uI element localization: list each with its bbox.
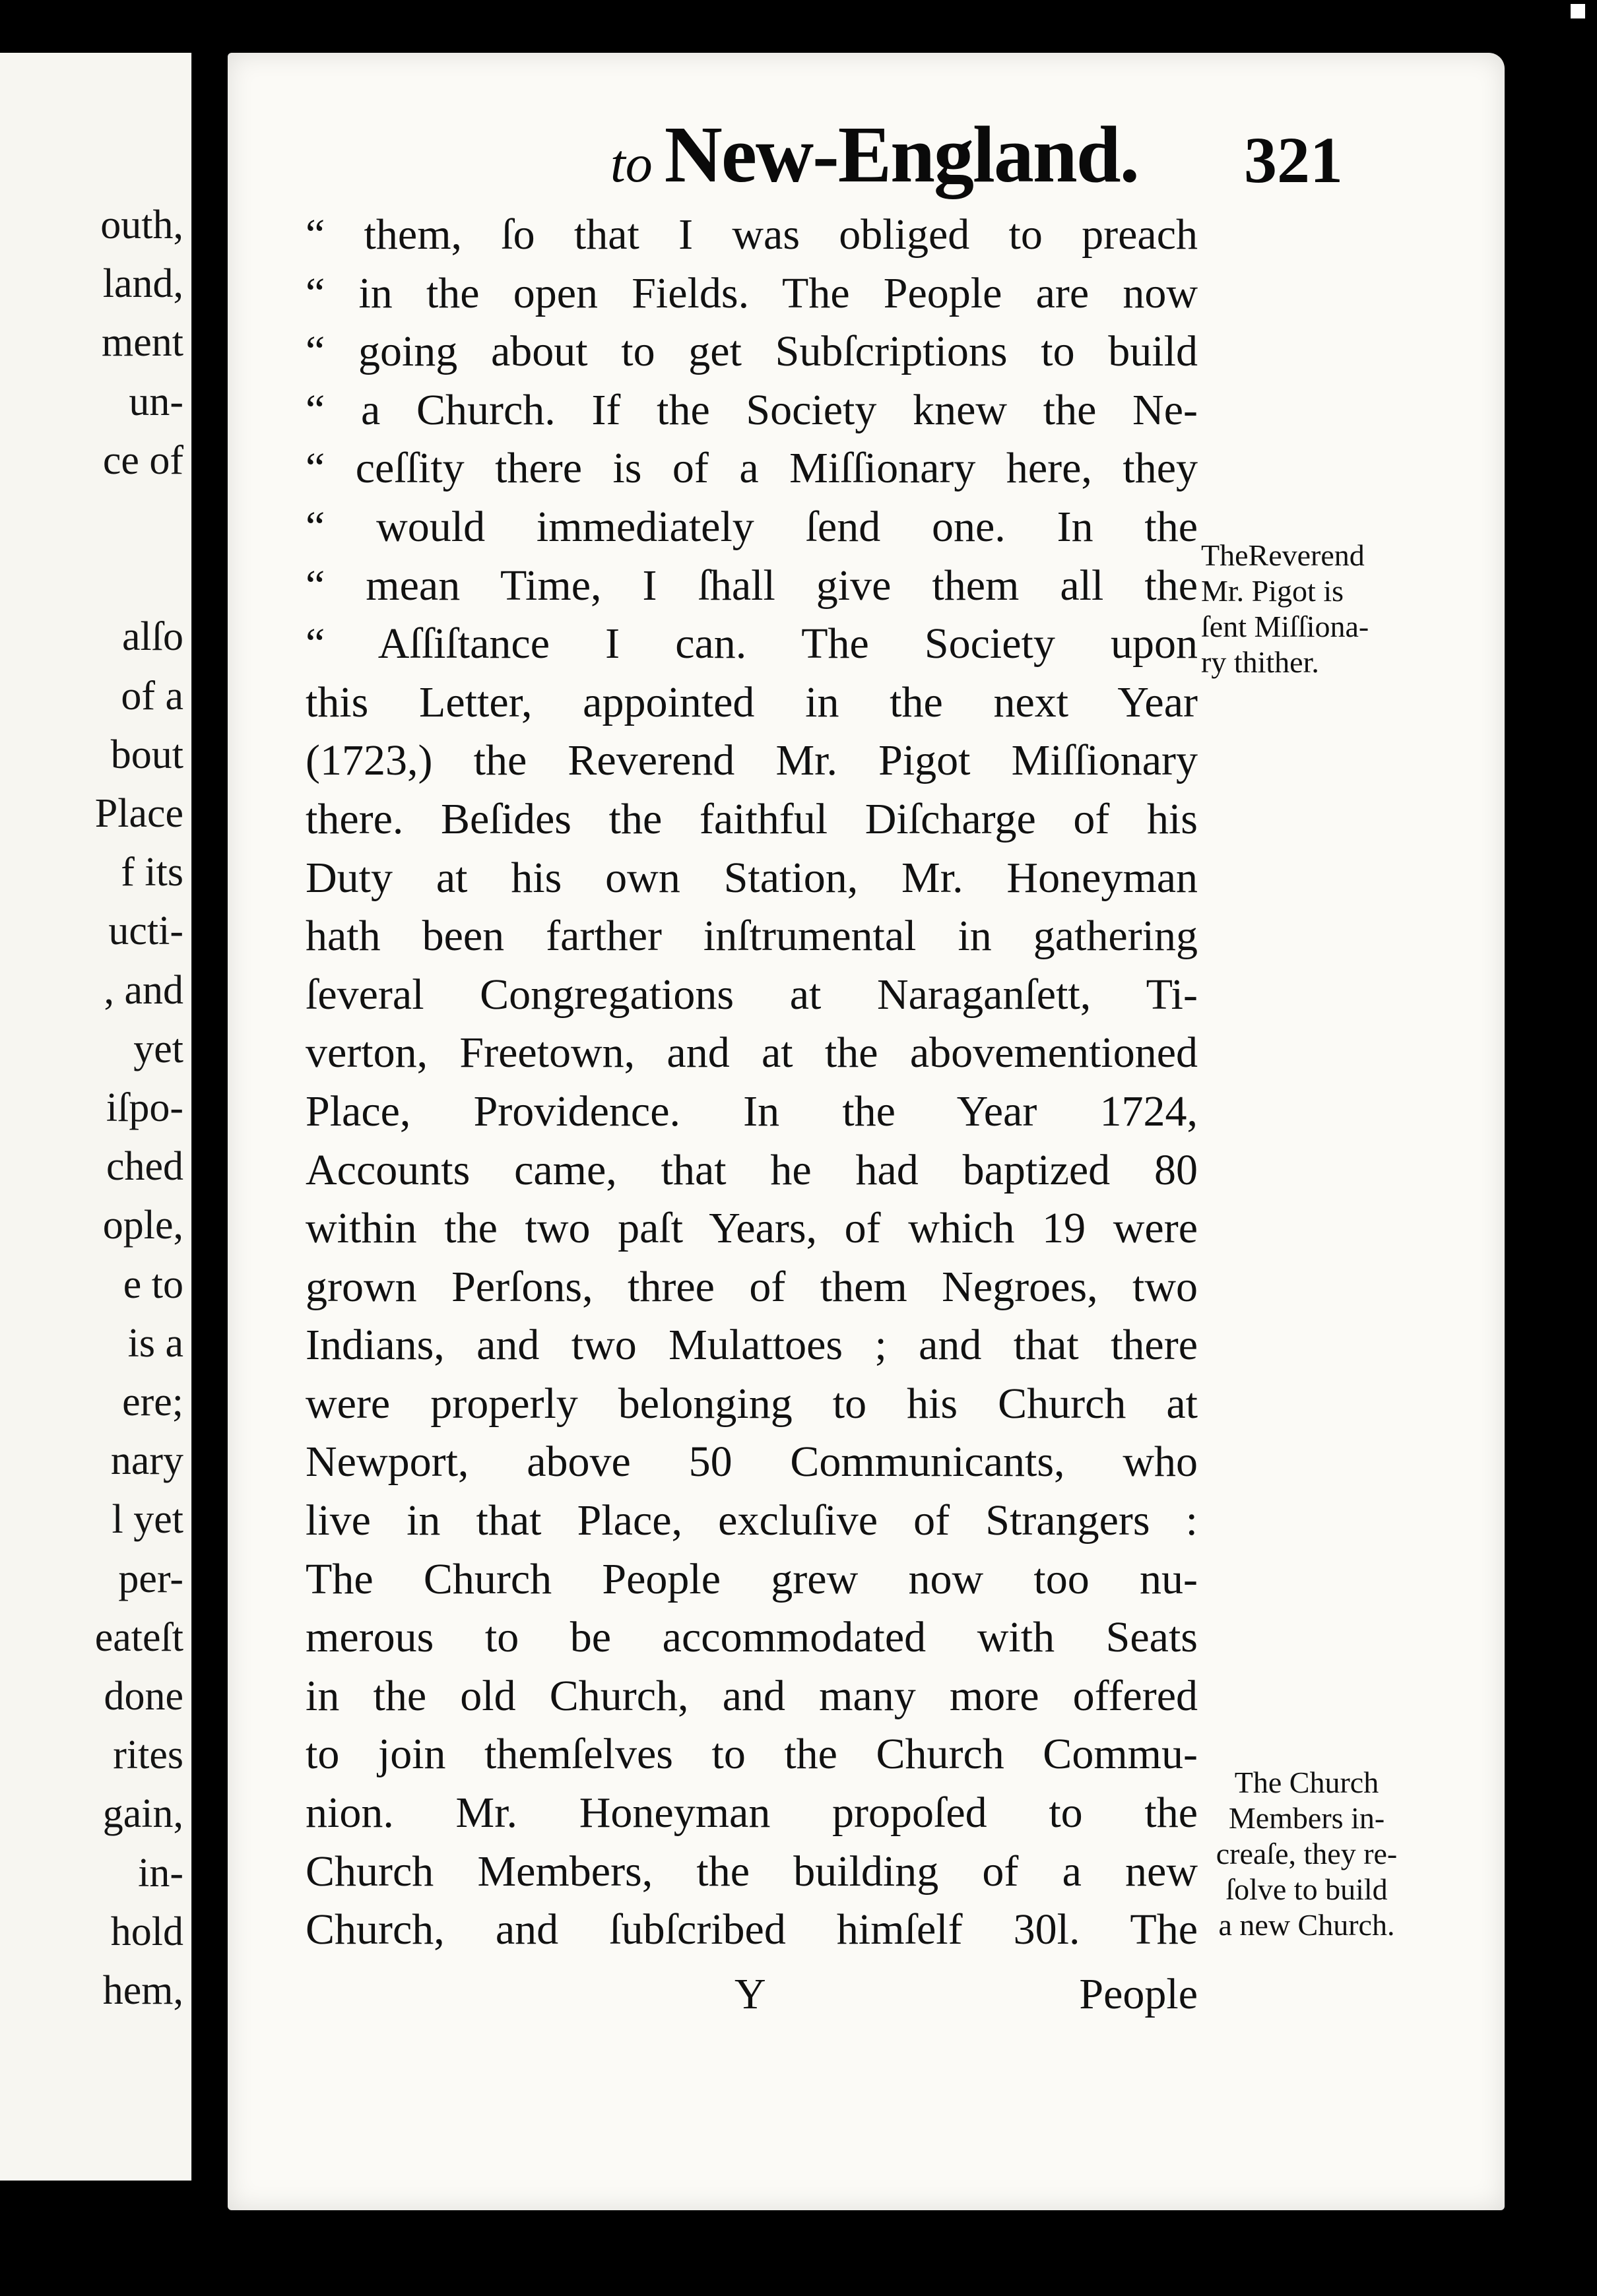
text-line: The Church People grew now too nu- [306, 1554, 1198, 1603]
facing-page-text: eateſt [94, 1614, 183, 1660]
body-text [306, 206, 1198, 1960]
facing-page-text: ere; [122, 1380, 183, 1424]
margin-note-pigot [1201, 538, 1412, 680]
page-number: 321 [1244, 123, 1343, 197]
text-line: “ in the open Fields. The People are now [306, 269, 1198, 317]
facing-page-text: yet [133, 1026, 183, 1071]
text-line: “ them, ſo that I was obliged to preach [306, 210, 1198, 259]
facing-page-text: hem, [102, 1968, 183, 2013]
text-line: within the two paſt Years, of which 19 were [306, 1204, 1198, 1253]
text-line: Accounts came, that he had baptized 80 [306, 1145, 1198, 1194]
margin-note-line: The Church [1234, 1766, 1379, 1799]
facing-page-text: e to [123, 1261, 183, 1307]
text-line: grown Perſons, three of them Negroes, two [306, 1262, 1198, 1311]
facing-page-text: ched [106, 1144, 183, 1190]
facing-page-fragment [0, 53, 193, 2181]
facing-page-text: gain, [102, 1791, 183, 1837]
margin-note-line: Mr. Pigot is [1201, 574, 1344, 608]
margin-note-church [1201, 1765, 1412, 1943]
margin-note-line: ry thither. [1201, 645, 1319, 679]
title-main: New-England. [664, 110, 1139, 199]
corner-mark [1571, 4, 1585, 18]
facing-page-text: bout [110, 732, 183, 777]
facing-page-text: alſo [122, 614, 183, 660]
page-footer [306, 1965, 1198, 2024]
facing-page-text: un- [129, 379, 183, 424]
text-line: Indians, and two Mulattoes ; and that there [306, 1321, 1198, 1370]
facing-page-text: of a [121, 673, 183, 718]
facing-page-text: f its [121, 850, 183, 895]
facing-page-text: iſpo- [106, 1085, 183, 1130]
facing-page-text: is a [127, 1320, 183, 1366]
facing-page-text: ment [102, 320, 183, 366]
text-line: merous to be accommodated with Seats [306, 1613, 1198, 1662]
margin-note-line: creaſe, they re- [1216, 1837, 1398, 1870]
text-line: “ a Church. If the Society knew the Ne- [306, 385, 1198, 434]
facing-page-text: ople, [102, 1203, 183, 1248]
facing-page-text: , and [104, 967, 183, 1013]
facing-page-text: done [104, 1674, 183, 1719]
text-line: live in that Place, excluſive of Strangers : [306, 1496, 1198, 1545]
title-prefix: to [610, 133, 653, 193]
text-line: (1723,) the Reverend Mr. Pigot Miſſionary [306, 736, 1198, 785]
facing-page-text: hold [110, 1909, 183, 1954]
text-line: “ going about to get Subſcriptions to build [306, 327, 1198, 376]
text-line: in the old Church, and many more offered [306, 1671, 1198, 1720]
margin-note-line: ſolve to build [1225, 1872, 1388, 1906]
text-line: “ Aſſiſtance I can. The Society upon [306, 620, 1198, 668]
margin-note-line: a new Church. [1218, 1908, 1395, 1942]
text-line: “ would immediately ſend one. In the [306, 502, 1198, 551]
text-line: “ mean Time, I ſhall give them all the [306, 561, 1198, 610]
text-line: Newport, above 50 Communicants, who [306, 1438, 1198, 1486]
text-line: nion. Mr. Honeyman propoſed to the [306, 1789, 1198, 1837]
facing-page-text: rites [113, 1733, 183, 1778]
facing-page-text: outh, [100, 203, 183, 247]
text-line: Church, and ſubſcribed himſelf 30l. The [306, 1905, 1198, 1954]
margin-note-line: ſent Miſſiona- [1201, 610, 1369, 643]
text-line: were properly belonging to his Church at [306, 1379, 1198, 1428]
page-title [498, 109, 1251, 201]
facing-page-text: per- [118, 1556, 183, 1601]
text-line: ſeveral Congregations at Naraganſett, Ti- [306, 970, 1198, 1019]
text-line: Church Members, the building of a new [306, 1847, 1198, 1896]
facing-page-text: Place [94, 791, 183, 836]
text-line: “ ceſſity there is of a Miſſionary here, they [306, 444, 1198, 493]
facing-page-text: ucti- [108, 909, 183, 954]
text-line: there. Beſides the faithful Diſcharge of his [306, 794, 1198, 843]
text-line: to join themſelves to the Church Commu- [306, 1730, 1198, 1779]
facing-page-text: nary [110, 1438, 183, 1484]
text-line: verton, Freetown, and at the abovementioned [306, 1029, 1198, 1077]
facing-page-text: l yet [112, 1497, 183, 1543]
facing-page-text: in- [138, 1850, 183, 1896]
book-page [228, 53, 1505, 2210]
facing-page-text: land, [102, 261, 183, 307]
margin-note-line: TheReverend [1201, 538, 1365, 572]
facing-page-text: ce of [102, 437, 183, 483]
running-head [228, 109, 1505, 208]
signature-mark: Y [734, 1970, 766, 2018]
text-line: hath been farther inſtrumental in gathering [306, 912, 1198, 961]
text-line: Duty at his own Station, Mr. Honeyman [306, 853, 1198, 902]
text-line: Place, Providence. In the Year 1724, [306, 1087, 1198, 1135]
text-line: this Letter, appointed in the next Year [306, 678, 1198, 726]
catchword: People [1079, 1970, 1198, 2018]
margin-note-line: Members in- [1228, 1801, 1385, 1835]
